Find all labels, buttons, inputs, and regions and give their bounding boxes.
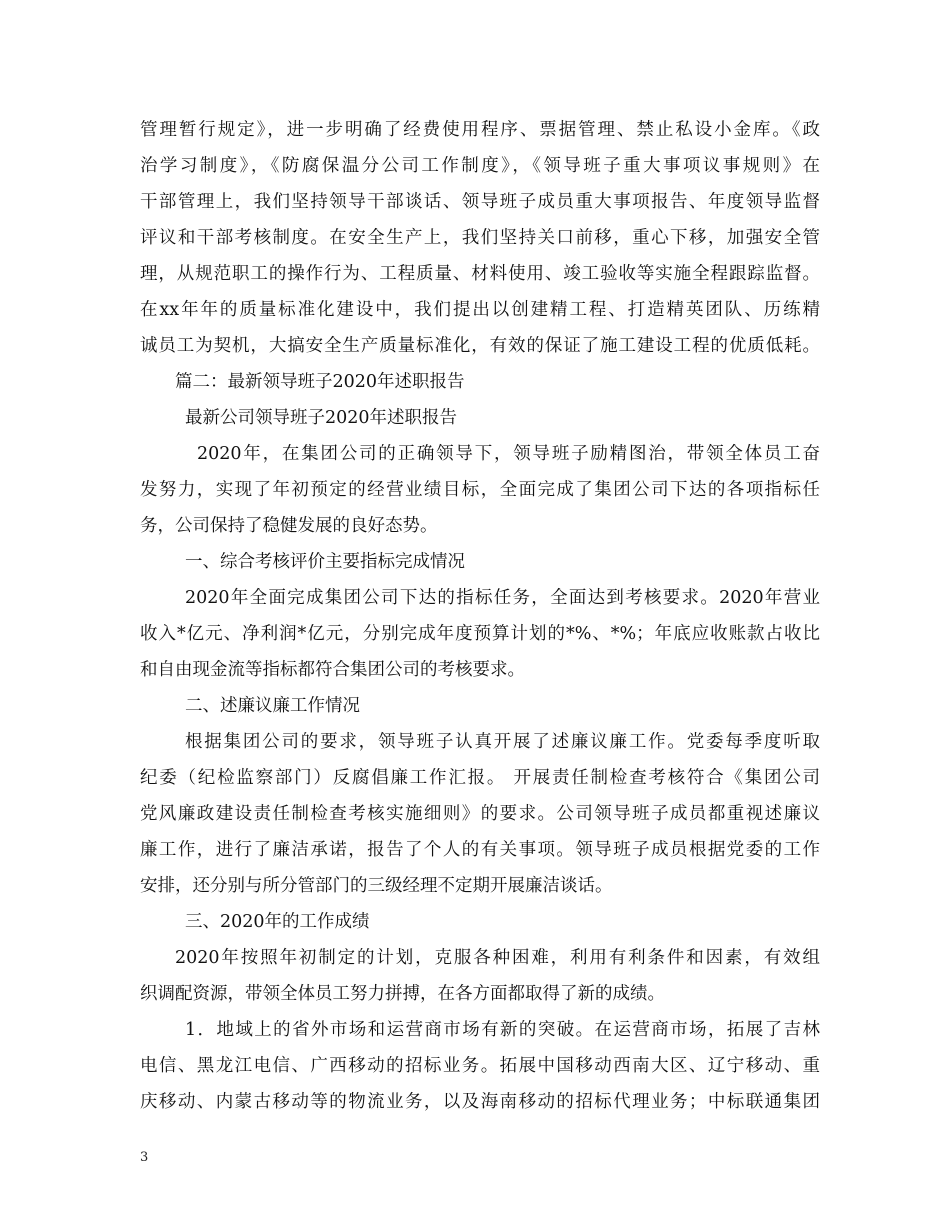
text-line: 在xx年年的质量标准化建设中，我们提出以创建精工程、打造精英团队、历练精	[140, 300, 820, 320]
text-line: 廉工作，进行了廉洁承诺，报告了个人的有关事项。领导班子成员根据党委的工作	[140, 840, 820, 860]
text-line: 干部管理上，我们坚持领导干部谈话、领导班子成员重大事项报告、年度领导监督	[140, 192, 820, 212]
section-heading: 二、述廉议廉工作情况	[185, 696, 360, 716]
text-line: 织调配资源，带领全体员工努力拼搏，在各方面都取得了新的成绩。	[140, 984, 665, 1004]
text-line: 2020年全面完成集团公司下达的指标任务，全面达到考核要求。2020年营业	[185, 588, 820, 608]
section-heading: 一、综合考核评价主要指标完成情况	[185, 552, 465, 572]
text-line: 务，公司保持了稳健发展的良好态势。	[140, 516, 438, 536]
text-line: 治学习制度》，《防腐保温分公司工作制度》，《领导班子重大事项议事规则》在	[140, 156, 820, 176]
section-heading: 篇二：最新领导班子2020年述职报告	[175, 372, 465, 392]
text-line: 诚员工为契机，大搞安全生产质量标准化，有效的保证了施工建设工程的优质低耗。	[140, 336, 820, 356]
text-line: 和自由现金流等指标都符合集团公司的考核要求。	[140, 660, 525, 680]
text-line: 收入*亿元、净利润*亿元，分别完成年度预算计划的*%、*%；年底应收账款占收比	[140, 624, 820, 644]
text-line: 安排，还分别与所分管部门的三级经理不定期开展廉洁谈话。	[140, 876, 613, 896]
text-line: 2020年，在集团公司的正确领导下，领导班子励精图治，带领全体员工奋	[197, 444, 820, 464]
text-line: 评议和干部考核制度。在安全生产上，我们坚持关口前移，重心下移，加强安全管	[140, 228, 820, 248]
text-line: 党风廉政建设责任制检查考核实施细则》的要求。公司领导班子成员都重视述廉议	[140, 804, 820, 824]
text-line: 理，从规范职工的操作行为、工程质量、材料使用、竣工验收等实施全程跟踪监督。	[140, 264, 820, 284]
text-line: 发努力，实现了年初预定的经营业绩目标，全面完成了集团公司下达的各项指标任	[140, 480, 820, 500]
text-line: 根据集团公司的要求，领导班子认真开展了述廉议廉工作。党委每季度听取	[185, 732, 820, 752]
text-line: 纪委（纪检监察部门）反腐倡廉工作汇报。 开展责任制检查考核符合《集团公司	[140, 768, 820, 788]
text-line: 管理暂行规定》，进一步明确了经费使用程序、票据管理、禁止私设小金库。《政	[140, 120, 820, 140]
text-line: 1．地域上的省外市场和运营商市场有新的突破。在运营商市场，拓展了吉林	[185, 1020, 820, 1040]
text-line: 庆移动、内蒙古移动等的物流业务，以及海南移动的招标代理业务；中标联通集团	[140, 1092, 820, 1112]
page-number: 3	[140, 1150, 149, 1165]
text-line: 电信、黑龙江电信、广西移动的招标业务。拓展中国移动西南大区、辽宁移动、重	[140, 1056, 820, 1076]
text-line: 2020年按照年初制定的计划，克服各种困难，利用有利条件和因素，有效组	[175, 948, 820, 968]
report-title: 最新公司领导班子2020年述职报告	[185, 408, 458, 428]
section-heading: 三、2020年的工作成绩	[185, 912, 370, 932]
